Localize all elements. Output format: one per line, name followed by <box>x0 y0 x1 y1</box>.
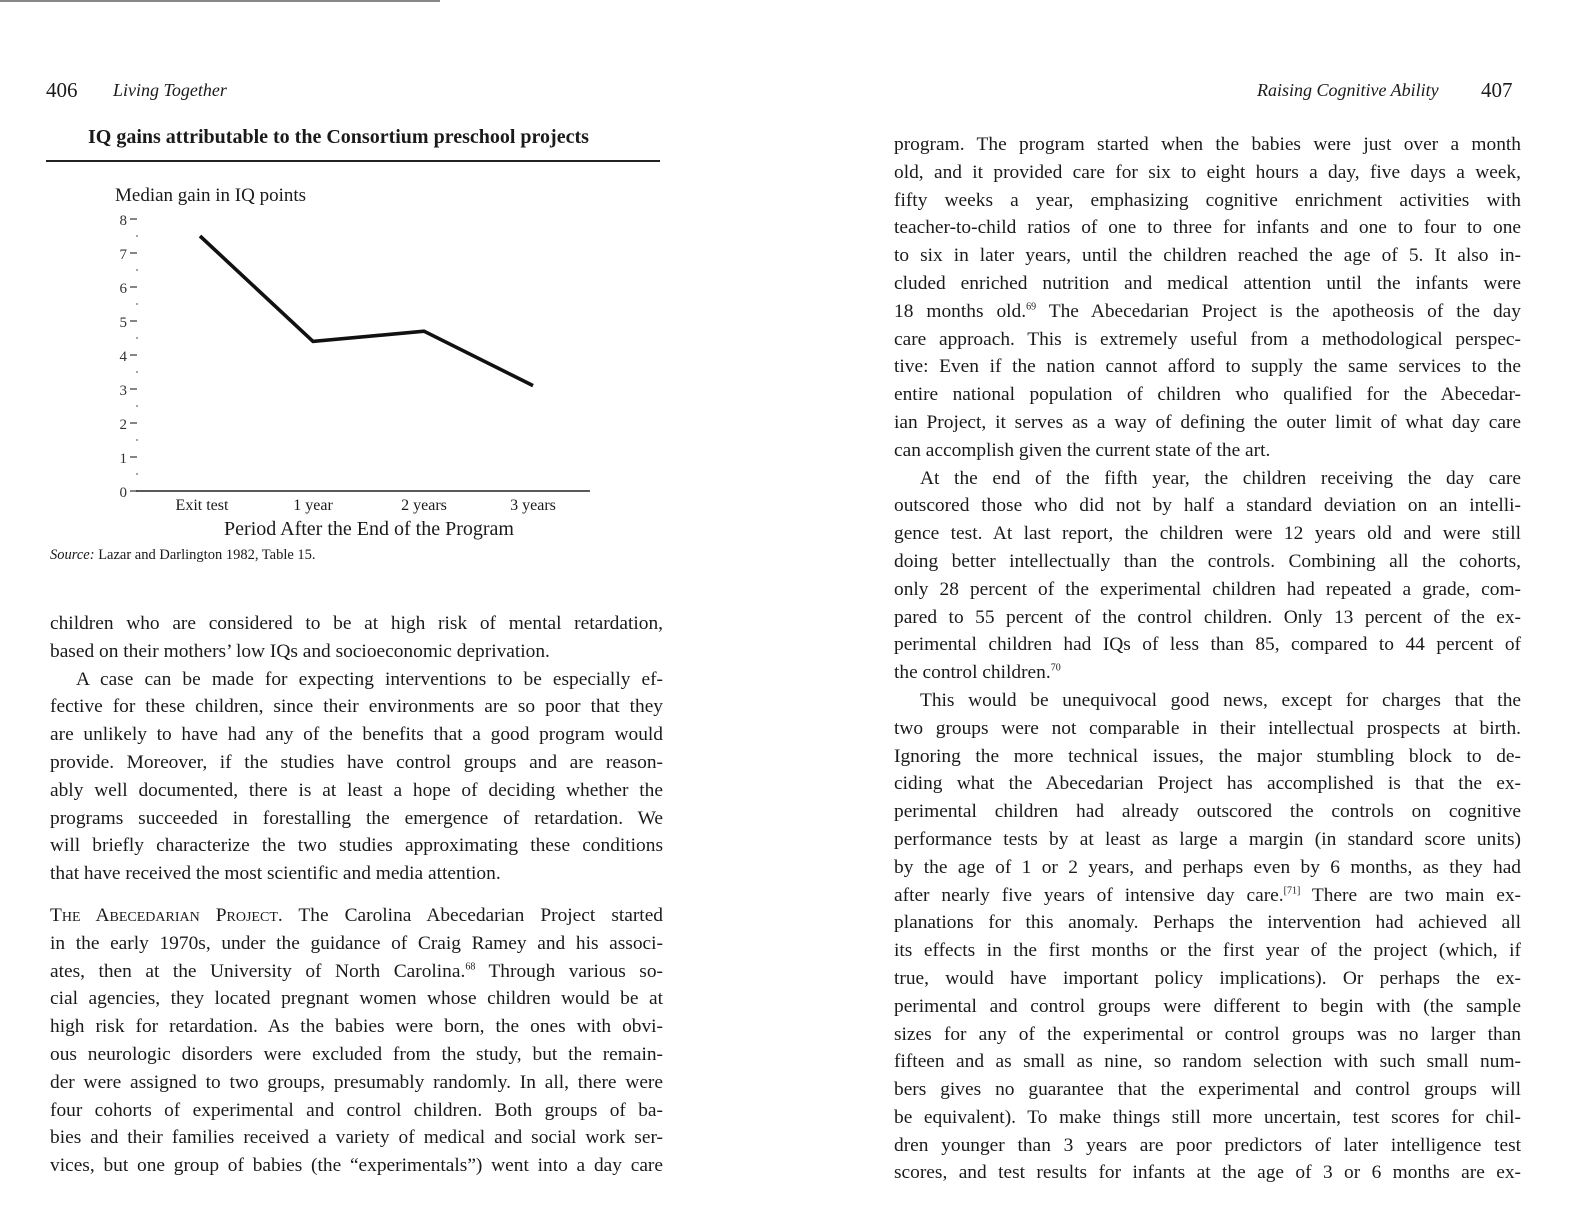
text-line: care approach. This is extremely useful from a methodological perspec- <box>894 328 1521 350</box>
text-line: ian Project, it serves as a way of defining the outer limit of what day care <box>894 411 1521 433</box>
right-body-text <box>894 131 1521 1187</box>
y-tick-label: 2 <box>119 417 127 433</box>
text-line: the control children.$^{70}$ <box>894 662 1061 684</box>
iq-gain-chart <box>0 170 660 550</box>
text-line: only 28 percent of the experimental children had repeated a grade, com- <box>894 578 1521 600</box>
text-line: based on their mothers’ low IQs and socioeconomic deprivation. <box>50 640 550 662</box>
x-tick-label: 1 year <box>293 497 333 514</box>
footnote-ref: 68 <box>465 961 476 973</box>
text-line: two groups were not comparable in their intellectual prospects at birth. <box>894 717 1521 739</box>
paragraph <box>894 131 1521 465</box>
series-line <box>200 236 533 386</box>
text-line: performance tests by at least as large a margin (in standard score units) <box>894 828 1521 850</box>
page-number-left: 406 <box>46 78 78 102</box>
x-axis-label: Period After the End of the Program <box>224 518 514 540</box>
footnote-ref: 69 <box>1026 301 1037 313</box>
text-line: outscored those who did not by half a standard deviation on an intelli- <box>894 495 1521 517</box>
y-tick-label: 6 <box>119 281 127 297</box>
text-line: bers gives no guarantee that the experimental and control groups will <box>894 1079 1521 1101</box>
x-tick-label: 2 years <box>401 497 447 514</box>
text-line: are unlikely to have had any of the benefits that a good program would <box>50 724 663 746</box>
y-minor-dot <box>136 235 138 237</box>
y-minor-dot <box>136 371 138 373</box>
text-line: vices, but one group of babies (the “experimentals”) went into a day care <box>50 1155 663 1177</box>
text-line: dren younger than 3 years are poor predictors of later intelligence test <box>894 1134 1521 1156</box>
paragraph <box>50 902 663 1180</box>
text-line: ably well documented, there is at least a hope of deciding whether the <box>50 779 663 801</box>
text-line: This would be unequivocal good news, except for charges that the <box>920 689 1521 711</box>
x-tick-labels <box>176 497 556 514</box>
text-line: perimental children had IQs of less than 85, compared to 44 percent of <box>894 634 1521 656</box>
text-line: program. The program started when the babies were just over a month <box>894 134 1521 155</box>
y-tick-label: 1 <box>119 451 127 467</box>
y-axis <box>120 213 138 501</box>
text-line: entire national population of children who qualified for the Abecedar- <box>894 384 1521 406</box>
y-tick-label: 0 <box>119 485 127 501</box>
source-text: Lazar and Darlington 1982, Table 15. <box>98 547 316 563</box>
y-tick-label: 8 <box>119 213 127 229</box>
text-line: by the age of 1 or 2 years, and perhaps even by 6 months, as they had <box>894 856 1521 878</box>
footnote-ref: [71] <box>1283 885 1301 897</box>
running-head-right: Raising Cognitive Ability <box>1257 80 1439 100</box>
text-line: ciding what the Abecedarian Project has accomplished is that the ex- <box>894 773 1521 795</box>
text-line: The Abecedarian Project. The Carolina Abecedarian Project started <box>50 904 663 926</box>
section-heading: The Abecedarian Project. <box>50 904 283 926</box>
text-line: doing better intellectually than the controls. Combining all the cohorts, <box>894 550 1521 572</box>
footnote-ref: 70 <box>1050 662 1061 674</box>
text-line: tive: Even if the nation cannot afford to supply the same services to the <box>894 356 1521 378</box>
left-body-text <box>50 610 663 1180</box>
text-line: sizes for any of the experimental or control groups was no larger than <box>894 1023 1521 1045</box>
text-line: can accomplish given the current state of the art. <box>894 439 1271 461</box>
right-page <box>791 0 1582 1220</box>
y-tick-label: 4 <box>119 349 127 365</box>
y-minor-dot <box>136 473 138 475</box>
text-line: that have received the most scientific and media attention. <box>50 863 501 885</box>
text-line: cial agencies, they located pregnant women whose children would be at <box>50 988 663 1010</box>
text-line: pared to 55 percent of the control children. Only 13 percent of the ex- <box>894 606 1521 628</box>
text-line: perimental and control groups were different to begin with (the sample <box>894 995 1521 1017</box>
text-line: cluded enriched nutrition and medical attention until the infants were <box>894 272 1521 294</box>
text-line: old, and it provided care for six to eight hours a day, five days a week, <box>894 161 1521 183</box>
paragraph <box>894 687 1521 1187</box>
text-line: bies and their families received a variety of medical and social work ser- <box>50 1127 663 1149</box>
text-line: in the early 1970s, under the guidance of Craig Ramey and his associ- <box>50 932 663 954</box>
y-tick-label: 7 <box>119 247 127 263</box>
page-number-right: 407 <box>1481 78 1513 102</box>
source-label: Source: <box>50 547 95 563</box>
running-head-left: Living Together <box>113 80 227 100</box>
text-line: high risk for retardation. As the babies were born, the ones with obvi- <box>50 1016 663 1038</box>
text-line: ates, then at the University of North Carolina.$^{68}$ Through various so- <box>50 960 663 982</box>
text-line: programs succeeded in forestalling the emergence of retardation. We <box>50 807 663 829</box>
figure-rule <box>46 160 660 162</box>
text-line: be equivalent). To make things still more uncertain, test scores for chil- <box>894 1106 1521 1128</box>
x-tick-label: 3 years <box>510 497 556 514</box>
figure-title: IQ gains attributable to the Consortium preschool projects <box>88 126 589 148</box>
text-line: fifty weeks a year, emphasizing cognitive enrichment activities with <box>894 189 1521 211</box>
text-line: planations for this anomaly. Perhaps the intervention had achieved all <box>894 912 1521 934</box>
text-line: will briefly characterize the two studies approximating these conditions <box>50 835 663 857</box>
paragraph <box>50 610 663 666</box>
text-line: to six in later years, until the children reached the age of 5. It also in- <box>894 245 1521 267</box>
y-minor-dot <box>136 405 138 407</box>
text-line: 18 months old.$^{69}$ The Abecedarian Project is the apotheosis of the day <box>894 300 1521 322</box>
text-line: four cohorts of experimental and control children. Both groups of ba- <box>50 1099 663 1121</box>
paragraph <box>50 666 663 888</box>
text-line: Ignoring the more technical issues, the major stumbling block to de- <box>894 745 1521 767</box>
text-line: gence test. At last report, the children were 12 years old and were still <box>894 523 1521 545</box>
text-line: fective for these children, since their environments are so poor that they <box>50 696 663 718</box>
y-tick-label: 5 <box>119 315 127 331</box>
text-line: scores, and test results for infants at the age of 3 or 6 months are ex- <box>894 1162 1521 1184</box>
text-line: A case can be made for expecting interventions to be especially ef- <box>76 668 663 690</box>
text-line: after nearly five years of intensive day care.[71] There are two main ex- <box>894 884 1521 906</box>
y-tick-label: 3 <box>119 383 127 399</box>
x-tick-label: Exit test <box>175 497 229 514</box>
y-minor-dot <box>136 337 138 339</box>
paragraph <box>894 465 1521 687</box>
y-minor-dot <box>136 269 138 271</box>
text-line: der were assigned to two groups, presumably randomly. In all, there were <box>50 1071 663 1093</box>
text-line: ous neurologic disorders were excluded from the study, but the remain- <box>50 1043 663 1065</box>
text-line: teacher-to-child ratios of one to three for infants and one to four to one <box>894 217 1521 239</box>
text-line: perimental children had already outscored the controls on cognitive <box>894 801 1521 823</box>
y-minor-dot <box>136 439 138 441</box>
text-line: true, would have important policy implications). Or perhaps the ex- <box>894 967 1521 989</box>
text-line: its effects in the first months or the first year of the project (which, if <box>894 940 1521 962</box>
text-line: children who are considered to be at high risk of mental retardation, <box>50 613 663 634</box>
text-line: fifteen and as small as nine, so random selection with such small num- <box>894 1051 1521 1073</box>
y-minor-dot <box>136 303 138 305</box>
text-line: At the end of the fifth year, the children receiving the day care <box>920 467 1521 489</box>
text-line: provide. Moreover, if the studies have control groups and are reason- <box>50 751 663 773</box>
y-axis-label: Median gain in IQ points <box>115 185 307 206</box>
figure-source <box>50 547 316 564</box>
